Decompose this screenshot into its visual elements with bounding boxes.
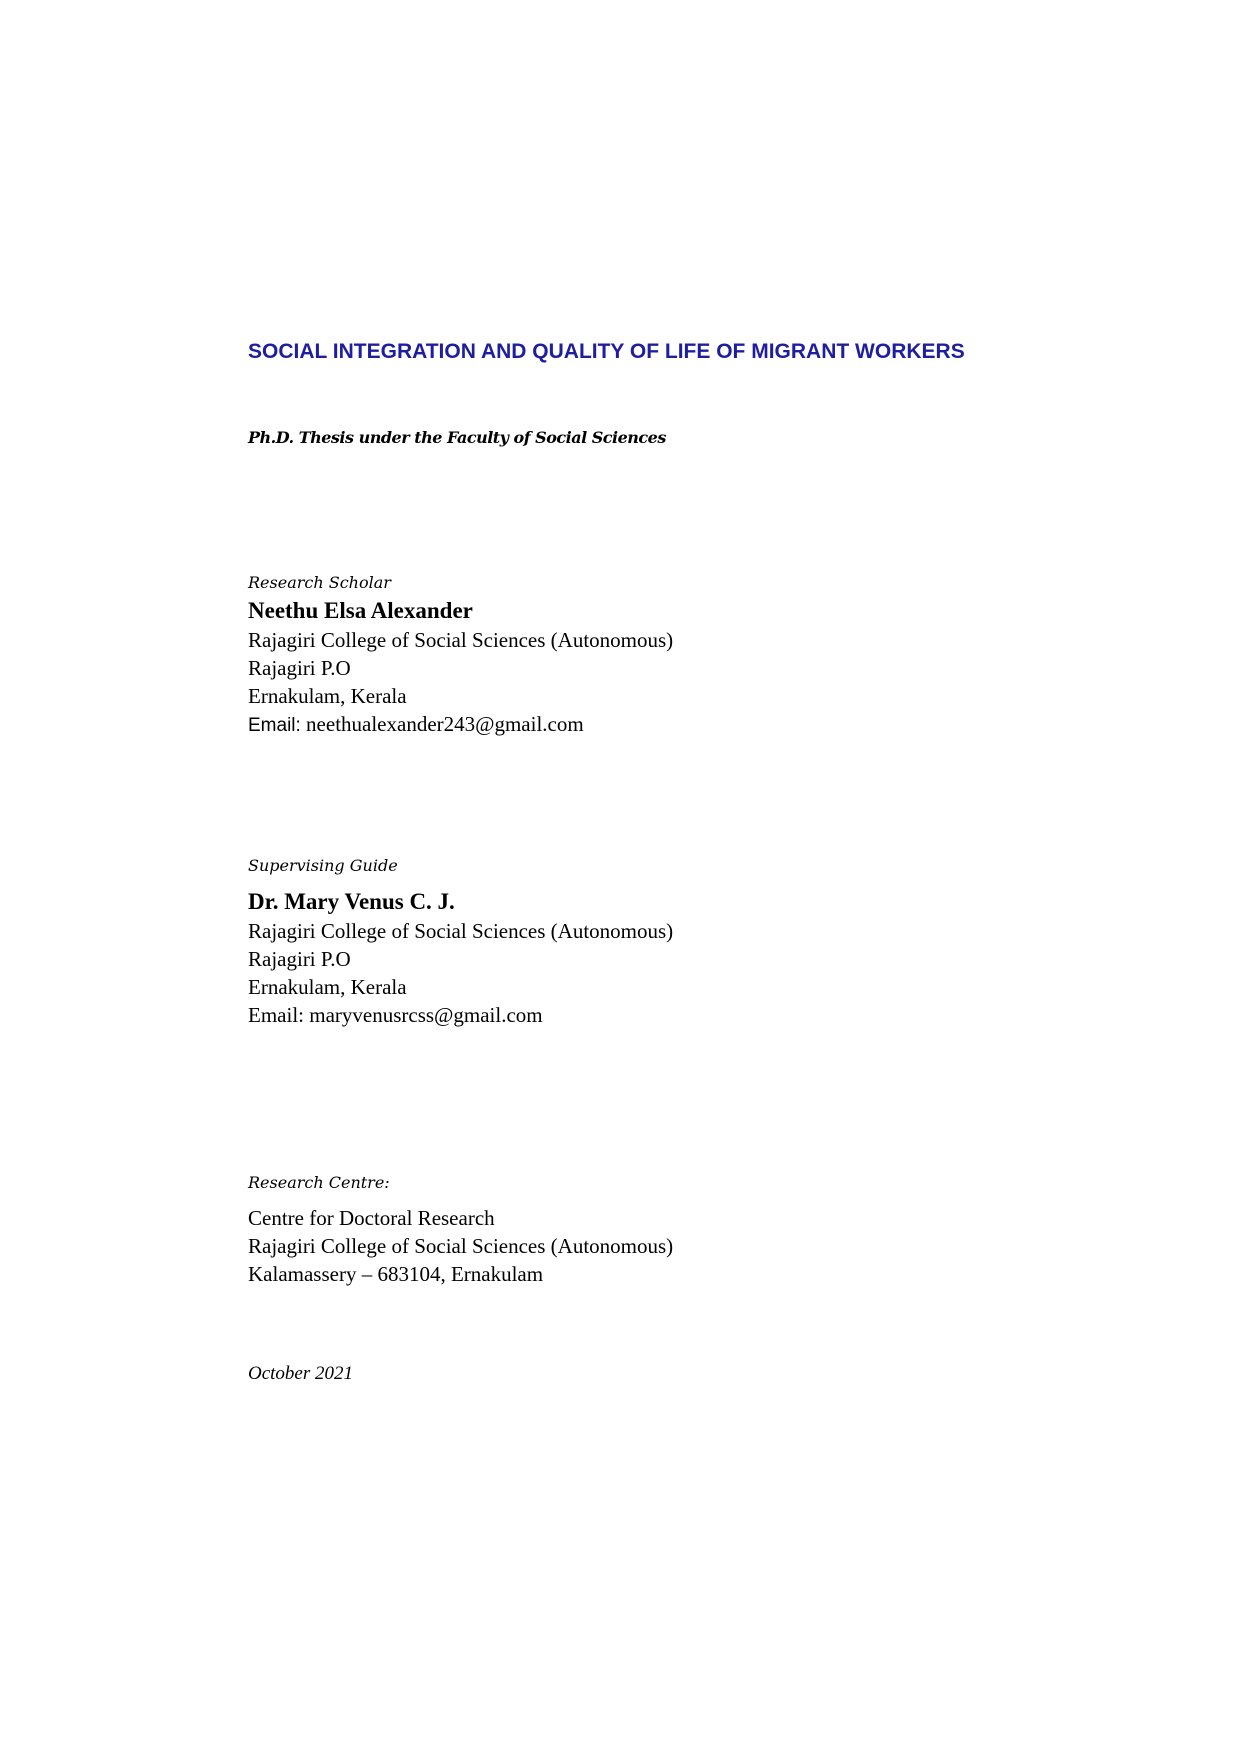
research-scholar-name: Neethu Elsa Alexander xyxy=(248,598,473,623)
guide-location-line: Ernakulam, Kerala xyxy=(248,975,407,999)
thesis-title: SOCIAL INTEGRATION AND QUALITY OF LIFE OF MIGRANT WORKERS xyxy=(248,340,965,363)
scholar-email-address: neethualexander243@gmail.com xyxy=(306,712,584,736)
scholar-email-prefix: Email: xyxy=(248,715,301,736)
supervising-guide-label: Supervising Guide xyxy=(248,856,398,875)
research-centre-block xyxy=(248,1170,673,1288)
guide-affiliation-line: Rajagiri College of Social Sciences (Autonomous) xyxy=(248,919,674,943)
research-centre-label: Research Centre: xyxy=(248,1173,390,1192)
scholar-email-line xyxy=(248,710,673,738)
supervising-guide-name: Dr. Mary Venus C. J. xyxy=(248,889,455,914)
centre-spacer xyxy=(248,1196,673,1204)
centre-college-line: Rajagiri College of Social Sciences (Autonomous) xyxy=(248,1234,674,1258)
research-scholar-label: Research Scholar xyxy=(248,573,391,592)
guide-post-office-line: Rajagiri P.O xyxy=(248,947,351,971)
supervising-guide-block xyxy=(248,853,673,1029)
submission-date: October 2021 xyxy=(248,1363,354,1384)
centre-address-line: Kalamassery – 683104, Ernakulam xyxy=(248,1262,544,1286)
guide-spacer xyxy=(248,879,673,887)
thesis-subtitle: Ph.D. Thesis under the Faculty of Social Sciences xyxy=(248,428,666,447)
scholar-location-line: Ernakulam, Kerala xyxy=(248,684,407,708)
guide-email-line: Email: maryvenusrcss@gmail.com xyxy=(248,1003,543,1027)
centre-name-line: Centre for Doctoral Research xyxy=(248,1206,495,1230)
scholar-post-office-line: Rajagiri P.O xyxy=(248,656,351,680)
research-scholar-block xyxy=(248,570,673,738)
scholar-affiliation-line: Rajagiri College of Social Sciences (Autonomous) xyxy=(248,628,674,652)
